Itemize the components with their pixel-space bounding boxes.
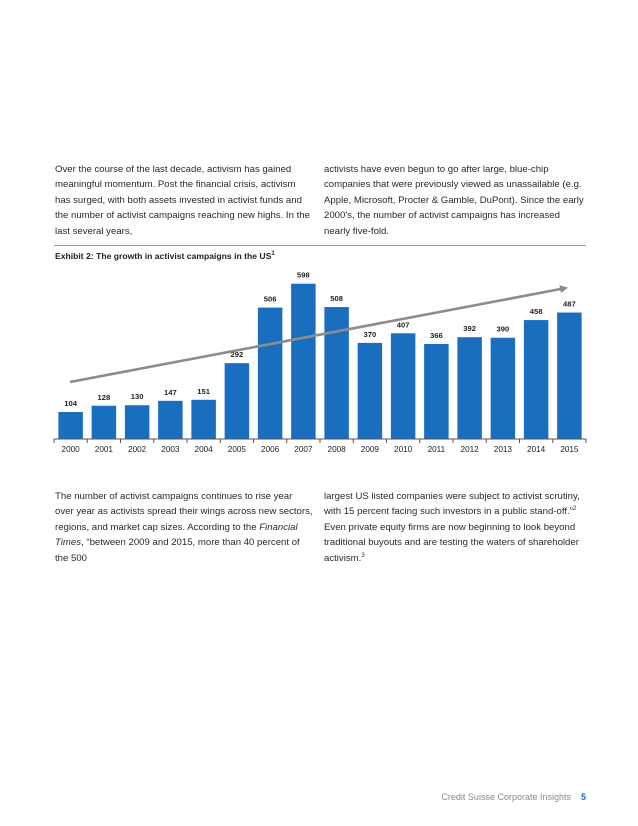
body-paragraph-right	[324, 489, 586, 566]
bar-2013	[491, 338, 516, 439]
page-number: 5	[580, 792, 586, 802]
body-text-right-part2: Even private equity firms are now beginning to look beyond traditional buyouts and are testing the waters of shareholder activism.	[324, 521, 579, 564]
body-text-left-part2: , “between 2009 and 2015, more than 40 percent of the 500	[55, 537, 300, 564]
intro-text-left: Over the course of the last decade, activism has gained meaningful momentum. Post the financial crisis, activism has surged, with both assets invested in activist funds and the number of activist campaigns reaching new highs. In the last several years,	[55, 164, 310, 237]
bar-2012	[457, 337, 482, 439]
category-label-2012: 2012	[460, 445, 479, 454]
value-label-2002: 130	[130, 392, 144, 402]
value-label-2000: 104	[64, 398, 77, 408]
financial-times-title: Financial Times	[55, 521, 298, 549]
value-label-2004: 151	[197, 386, 210, 396]
value-label-2005: 292	[230, 350, 244, 360]
value-label-2001: 128	[97, 392, 111, 402]
value-label-2007: 598	[297, 270, 310, 280]
bar-2011	[424, 344, 449, 439]
x-axis-labels	[62, 445, 579, 454]
category-label-2011: 2011	[427, 445, 446, 454]
bar-2015	[557, 313, 582, 439]
bar-2014	[524, 320, 549, 439]
category-label-2000: 2000	[61, 445, 80, 454]
value-label-2006: 506	[263, 294, 277, 304]
bar-2003	[158, 401, 183, 439]
body-paragraph-left	[55, 489, 313, 566]
footer-label: Credit Suisse Corporate Insights	[441, 792, 571, 802]
category-label-2001: 2001	[94, 445, 113, 454]
value-label-2009: 370	[363, 329, 377, 339]
category-label-2003: 2003	[161, 445, 180, 454]
x-axis-ticks	[54, 439, 586, 443]
bar-2002	[125, 405, 150, 439]
value-label-2015: 487	[563, 299, 576, 309]
value-label-2011: 366	[430, 330, 443, 340]
category-label-2005: 2005	[227, 445, 246, 454]
bar-2000	[58, 412, 83, 439]
exhibit-title-text: Exhibit 2: The growth in activist campaigns in the US	[55, 251, 272, 261]
bar-2010	[391, 333, 416, 439]
exhibit-footnote-ref: 1	[271, 251, 275, 258]
category-label-2009: 2009	[360, 445, 379, 454]
footnote-ref-2: 2	[572, 506, 577, 513]
bars-group	[58, 284, 581, 439]
bar-2007	[291, 284, 316, 439]
page-footer	[441, 792, 586, 802]
body-text-left-part1: The number of activist campaigns continues to rise year over year as activists spread their wings across new sectors, regions, and market cap sizes. According to the	[55, 491, 313, 533]
value-label-2013: 390	[496, 324, 510, 334]
bar-2004	[191, 400, 216, 439]
footnote-ref-3: 3	[361, 552, 365, 559]
value-label-2010: 407	[396, 320, 410, 330]
value-label-2012: 392	[463, 324, 476, 334]
category-label-2004: 2004	[194, 445, 213, 454]
body-text-right-part1: largest US listed companies were subject to activist scrutiny, with 15 percent facing such investors in a public stand-off.”	[324, 491, 580, 518]
body-text-left	[55, 489, 313, 566]
category-label-2002: 2002	[128, 445, 147, 454]
category-label-2015: 2015	[560, 445, 579, 454]
value-label-2014: 458	[529, 307, 543, 317]
bar-2008	[324, 307, 349, 439]
bar-2001	[92, 406, 117, 439]
category-label-2014: 2014	[527, 445, 546, 454]
category-label-2006: 2006	[261, 445, 280, 454]
value-label-2008: 508	[330, 294, 343, 304]
intro-text-right: activists have even begun to go after large, blue-chip companies that were previously viewed as unassailable (e.g. Apple, Microsoft, Procter & Gamble, DuPont). Since the early 2000's, the number of activist campaigns has increased nearly five-fold.	[324, 164, 584, 237]
value-label-2003: 147	[164, 387, 177, 397]
category-label-2008: 2008	[327, 445, 346, 454]
bar-2006	[258, 308, 283, 439]
bar-2009	[358, 343, 383, 439]
body-text-right	[324, 489, 586, 566]
category-label-2007: 2007	[294, 445, 313, 454]
bar-2005	[225, 363, 250, 439]
category-label-2010: 2010	[394, 445, 413, 454]
category-label-2013: 2013	[493, 445, 512, 454]
